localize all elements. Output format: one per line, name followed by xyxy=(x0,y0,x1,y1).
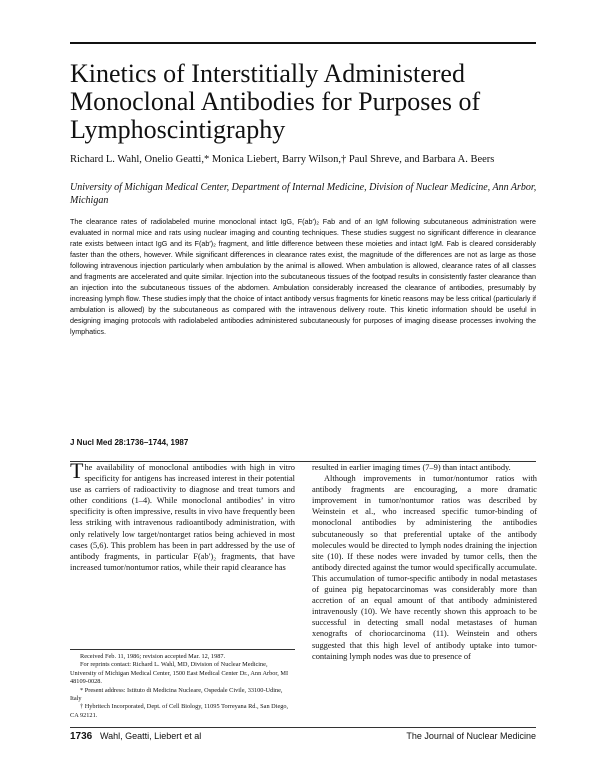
drop-cap: T xyxy=(70,458,84,483)
author-list: Richard L. Wahl, Onelio Geatti,* Monica Liebert, Barry Wilson,† Paul Shreve, and Barbara A. Beers xyxy=(70,154,495,165)
affiliation: University of Michigan Medical Center, Department of Internal Medicine, Division of Nuclear Medicine, Ann Arbor, Michigan xyxy=(70,182,537,206)
article-title: Kinetics of Interstitially Administered Monoclonal Antibodies for Purposes of Lymphoscintigraphy xyxy=(70,59,481,144)
footnote-present-address: * Present address: Istituto di Medicina Nucleare, Ospedale Civile, 33100-Udine, Italy xyxy=(70,686,283,703)
paragraph-continued: resulted in earlier imaging times (7–9) than intact antibody. xyxy=(312,463,511,472)
paragraph-improvements: Although improvements in tumor/nontumor ratios with antibody fragments are encouraging, a more dramatic improvement in tumor/nontumor ratios was described by Weinstein et al., who increased specific tumor-binding of monoclonal antibodies by administering the antibodies subcutaneously so that preferential uptake of the antibody molecules would be directed to lymph nodes draining the injection site (10). If these nodes were invaded by tumor cells, then the antibody directed against the tumor would specifically accumulate. This accumulation of tumor-specific antibody in nodal metastases of guinea pig hepatocarcinomas was considerably more than accretion of an equal amount of that antibody administered intravenously (10). We have recently shown this approach to be successful in detecting small nodal metastases of human xenografts of choriocarcinoma (11). Weinstein and others suggested that this high level of antibody uptake into tumor-containing lymph nodes was due to presence of xyxy=(312,474,537,661)
page-number: 1736 xyxy=(70,731,93,742)
journal-name: The Journal of Nuclear Medicine xyxy=(406,731,536,741)
intro-paragraph: he availability of monoclonal antibodies with high in vitro specificity for antigens has increased interest in their potential use as carriers of radioactivity to diagnose and treat tumors and other conditions (1–4). While monoclonal antibodies’ in vitro specificity is often impressive, results in vivo have frequently been less striking with intravenous radioantibody administration, with only relatively low target/nontarget ratios being achieved in most cases (5,6). This problem has been in part addressed by the use of antibody fragments, in particular F(ab′)₂ fragments, that have increased tumor/nontumor ratios, while their rapid clearance has xyxy=(70,463,295,572)
footnote-reprints: For reprints contact: Richard L. Wahl, MD, Division of Nuclear Medicine, University of Michigan Medical Center, 1500 East Medical Center Dr., Ann Arbor, MI 48109-0028. xyxy=(70,661,289,686)
footnote-hybritech: † Hybritech Incorporated, Dept. of Cell Biology, 11095 Torreyana Rd., San Diego, CA 92121. xyxy=(70,703,289,719)
footnote-rule xyxy=(70,649,295,650)
footnotes xyxy=(70,649,295,720)
running-authors: Wahl, Geatti, Liebert et al xyxy=(100,731,202,741)
body-column-left xyxy=(70,458,295,573)
body-column-right xyxy=(312,462,537,662)
abstract: The clearance rates of radiolabeled murine monoclonal intact IgG, F(ab′)₂ Fab and of an IgM following subcutaneous administration were evaluated in normal mice and rats using nuclear imaging and counting techniques. These studies suggest no significant difference in clearance rate exists between intact IgG and its F(ab′)₂ fragment, and little difference between these moieties and intact IgM. Fab is cleared considerably faster than the others, however. While significant differences in clearance rates exist, the magnitude of the differences are not as large as those following intravenous injection particularly when ambulation by the animal is allowed. When ambulation is allowed, clearance rates of all classes and fragments are accelerated and quite similar. Injection into the subcutaneous tissues of the footpad results in consistently faster clearance than an injection into the subcutaneous tissues of the abdomen. Ambulation considerably increased the clearance of antibodies, presumably by increasing lymph flow. These studies imply that the choice of intact antibody versus fragments for kinetic reasons may be less critical (particularly if ambulation is allowed) by the subcutaneous as compared with the intravenous delivery route. This kinetic information should be useful in designing imaging protocols with radiolabeled antibodies administered subcutaneously for purposes of imaging disease processes involving the lymphatics. xyxy=(70,217,536,336)
top-rule xyxy=(70,42,536,44)
footer-rule xyxy=(70,727,536,728)
footnote-received: Received Feb. 11, 1986; revision accepted Mar. 12, 1987. xyxy=(80,653,226,660)
citation: J Nucl Med 28:1736–1744, 1987 xyxy=(70,438,189,447)
